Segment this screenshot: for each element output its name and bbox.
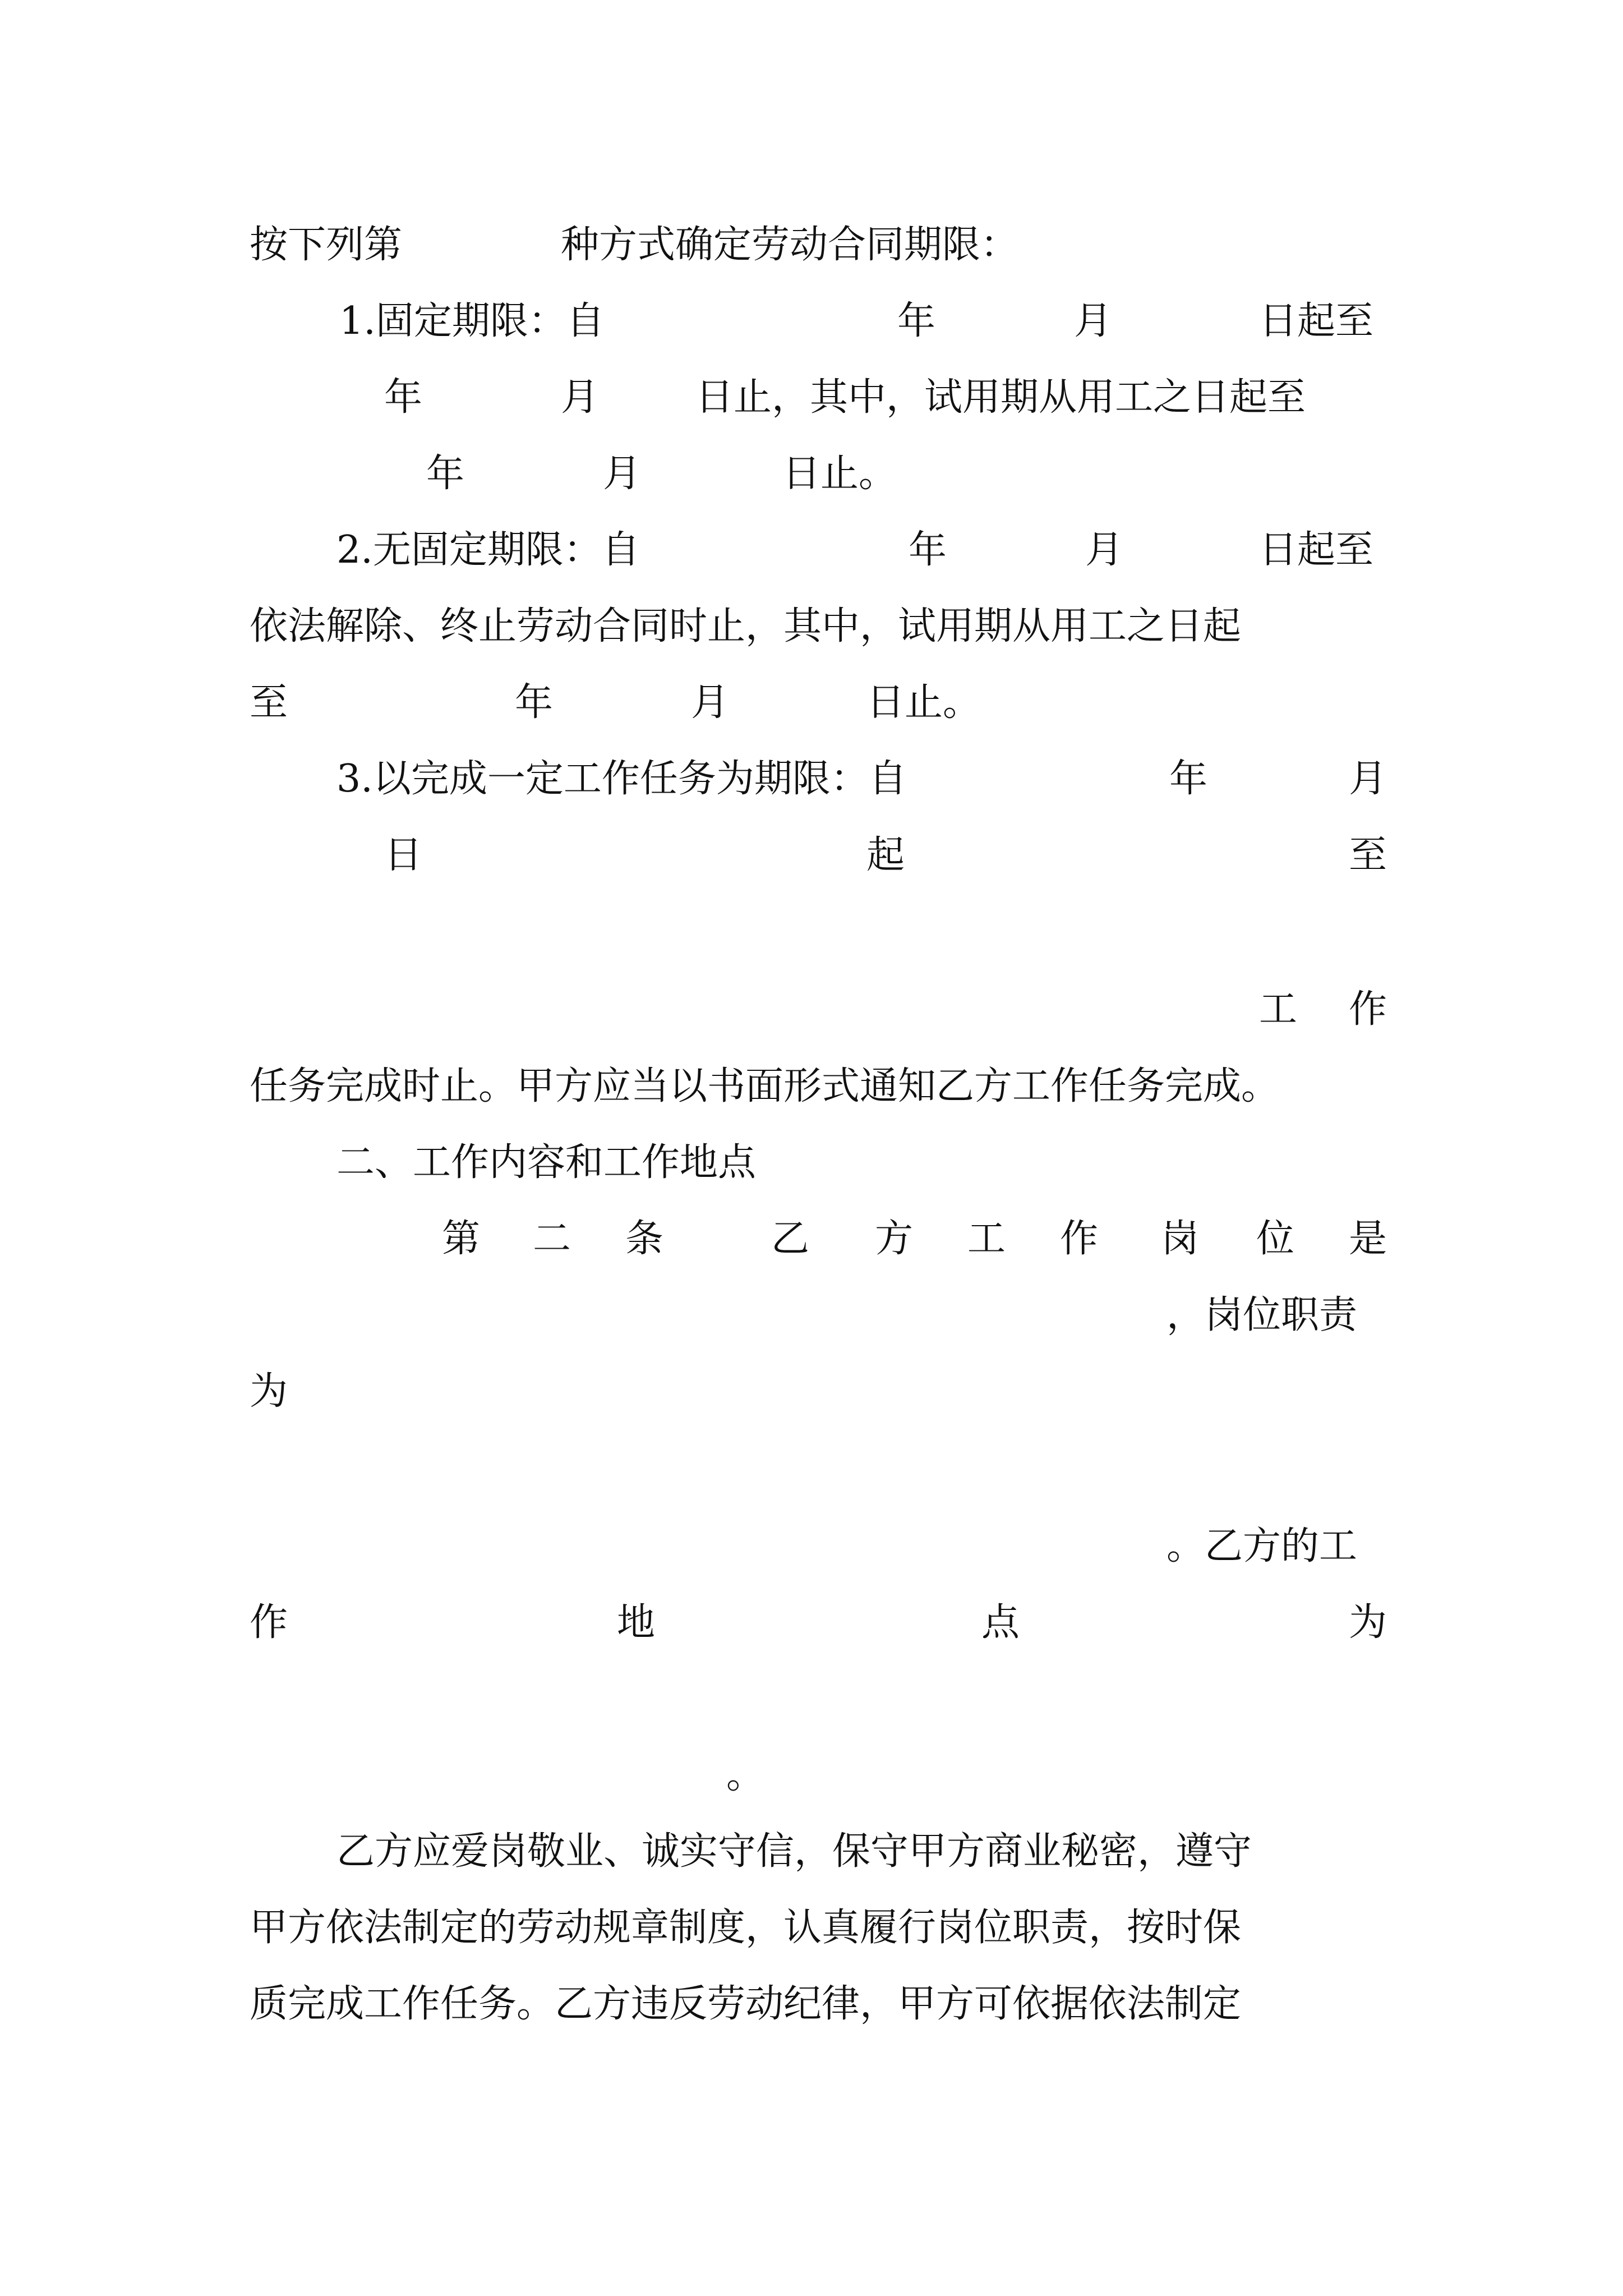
text-line	[0, 214, 1623, 276]
text-line	[0, 596, 1623, 657]
text-segment: 年	[1169, 757, 1208, 801]
text-line	[0, 1745, 1623, 1806]
text-segment: 点	[981, 1600, 1020, 1645]
text-segment: 工	[967, 1217, 1006, 1261]
text-line	[0, 1361, 1623, 1423]
text-line	[0, 519, 1623, 581]
text-line	[0, 825, 1623, 886]
text-segment: 。乙方的工	[1166, 1524, 1358, 1568]
text-line	[0, 672, 1623, 734]
text-segment: 日起至	[1259, 528, 1374, 572]
text-line	[0, 443, 1623, 505]
text-segment: 为	[1349, 1600, 1387, 1645]
text-segment: 二、工作内容和工作地点	[336, 1140, 757, 1185]
text-line	[0, 748, 1623, 810]
text-segment: 年	[515, 680, 554, 725]
text-segment: 日止。	[866, 680, 981, 725]
text-line	[0, 1897, 1623, 1959]
text-line	[0, 1821, 1623, 1883]
text-segment: 作	[250, 1600, 288, 1645]
text-segment: 起	[866, 833, 905, 877]
text-segment: 日止。	[782, 452, 897, 496]
text-segment: 乙	[771, 1217, 810, 1261]
text-segment: 月	[1085, 528, 1124, 572]
text-segment: 年	[909, 528, 947, 572]
text-segment: 甲方依法制定的劳动规章制度，认真履行岗位职责，按时保	[250, 1906, 1242, 1950]
text-line	[0, 1132, 1623, 1194]
text-segment: 条	[625, 1217, 664, 1261]
text-segment: 至	[1349, 833, 1387, 877]
text-segment: 年	[426, 452, 465, 496]
text-segment: 日起至	[1259, 299, 1374, 343]
text-segment: 年	[897, 299, 936, 343]
text-line	[0, 291, 1623, 352]
text-segment: 2.无固定期限：自	[336, 528, 640, 572]
text-segment: 月	[1349, 757, 1387, 801]
text-segment: 岗	[1161, 1217, 1200, 1261]
text-segment: 工	[1259, 987, 1298, 1032]
text-line	[0, 1285, 1623, 1346]
text-segment: 第	[442, 1217, 481, 1261]
text-line	[0, 1592, 1623, 1654]
text-segment: 月	[603, 452, 642, 496]
text-segment: 任务完成时止。甲方应当以书面形式通知乙方工作任务完成。	[250, 1064, 1280, 1108]
text-line	[0, 1056, 1623, 1117]
text-segment: 为	[250, 1369, 288, 1414]
text-line	[0, 1516, 1623, 1577]
text-segment: 依法解除、终止劳动合同时止，其中，试用期从用工之日起	[250, 604, 1242, 648]
text-segment: 种方式确定劳动合同期限：	[561, 223, 1019, 267]
text-segment: 是	[1349, 1217, 1387, 1261]
text-segment: 年	[384, 375, 423, 420]
text-segment: 方	[875, 1217, 914, 1261]
text-line	[0, 367, 1623, 429]
text-segment: 地	[617, 1600, 656, 1645]
text-segment: ，岗位职责	[1166, 1293, 1358, 1337]
text-segment: 作	[1349, 987, 1387, 1032]
text-segment: 二	[533, 1217, 571, 1261]
text-segment: 至	[250, 680, 288, 725]
text-segment: 质完成工作任务。乙方违反劳动纪律，甲方可依据依法制定	[250, 1982, 1242, 2026]
text-segment: 。	[726, 1753, 765, 1797]
text-segment: 位	[1256, 1217, 1295, 1261]
text-segment: 月	[691, 680, 730, 725]
text-segment: 乙方应爱岗敬业、诚实守信，保守甲方商业秘密，遵守	[336, 1829, 1252, 1874]
text-segment: 1.固定期限：自	[339, 299, 605, 343]
text-segment: 按下列第	[250, 223, 403, 267]
text-segment: 日	[384, 833, 423, 877]
text-segment: 月	[1074, 299, 1113, 343]
text-segment: 月	[561, 375, 600, 420]
text-line	[0, 1973, 1623, 2035]
text-segment: 日止，其中，试用期从用工之日起至	[695, 375, 1306, 420]
text-line	[0, 979, 1623, 1041]
text-segment: 作	[1060, 1217, 1099, 1261]
text-line	[0, 1208, 1623, 1270]
text-segment: 3.以完成一定工作任务为期限：自	[336, 757, 907, 801]
